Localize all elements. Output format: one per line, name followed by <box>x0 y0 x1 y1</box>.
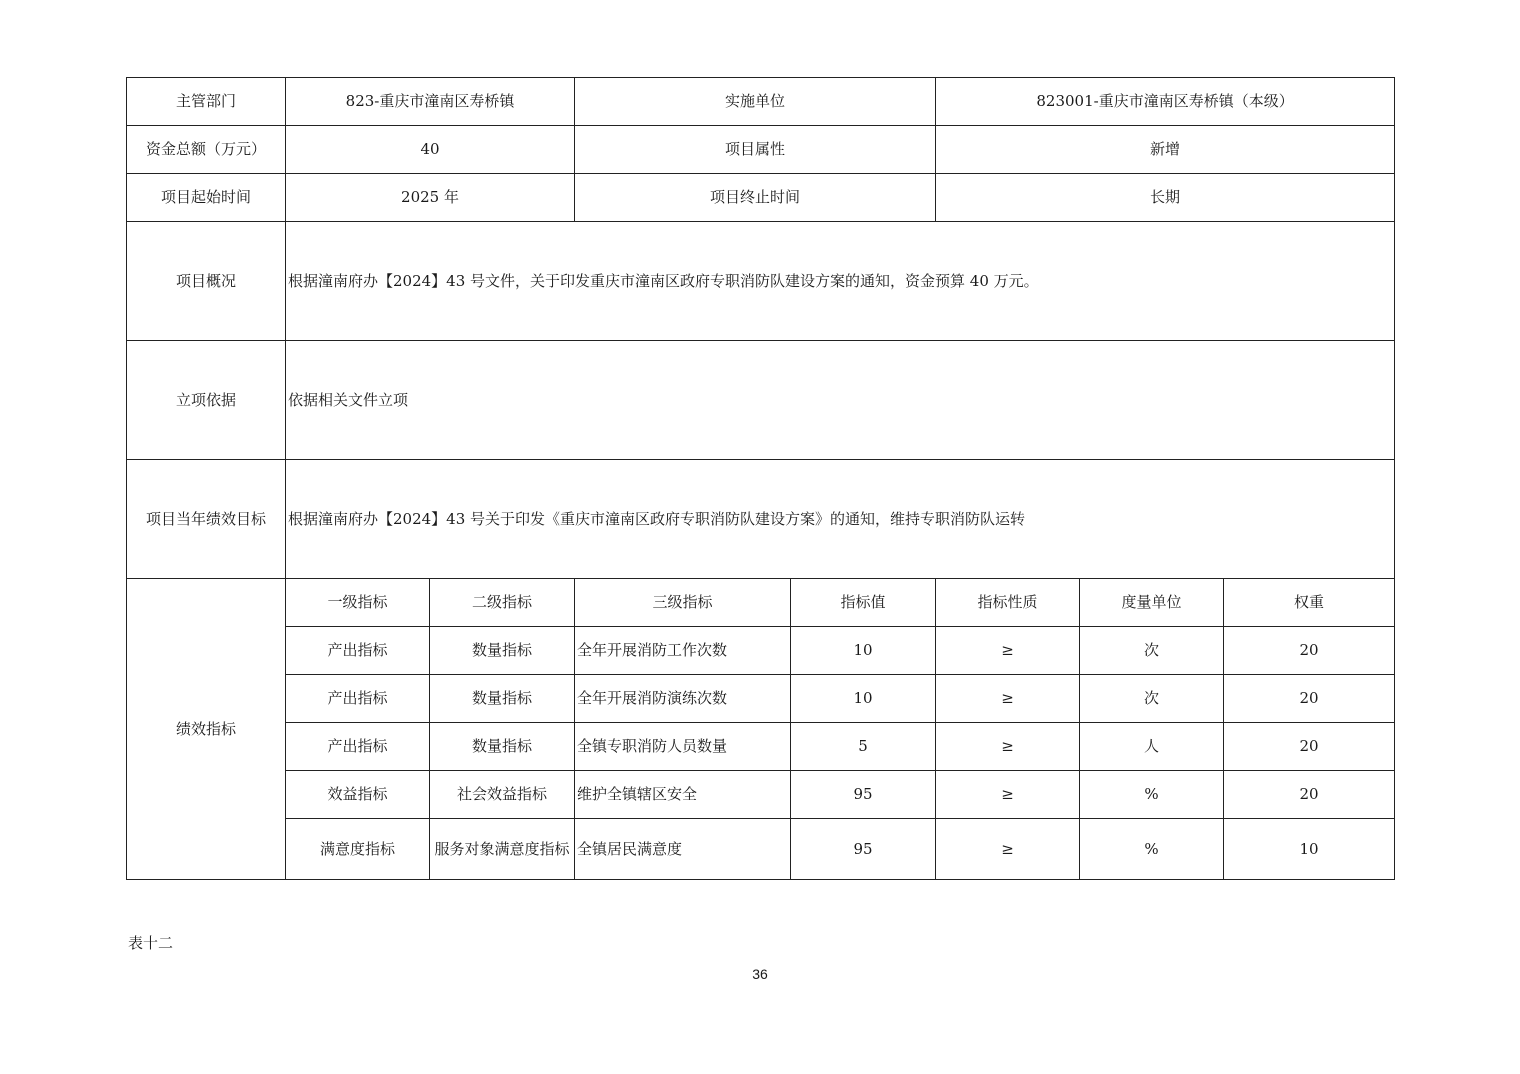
nature-cell: ≥ <box>936 819 1080 880</box>
fund-value: 40 <box>286 126 575 174</box>
table-row <box>127 675 1395 723</box>
nature-cell: ≥ <box>936 771 1080 819</box>
table-row <box>127 771 1395 819</box>
header-level1: 一级指标 <box>286 579 430 627</box>
level3-cell: 全年开展消防工作次数 <box>575 627 791 675</box>
header-nature: 指标性质 <box>936 579 1080 627</box>
weight-cell: 10 <box>1224 819 1395 880</box>
unit-cell: 次 <box>1080 627 1224 675</box>
header-level2: 二级指标 <box>430 579 575 627</box>
weight-cell: 20 <box>1224 675 1395 723</box>
overview-text: 根据潼南府办【2024】43 号文件，关于印发重庆市潼南区政府专职消防队建设方案的通知，资金预算 40 万元。 <box>286 222 1395 341</box>
start-label: 项目起始时间 <box>127 174 286 222</box>
dept-value: 823-重庆市潼南区寿桥镇 <box>286 78 575 126</box>
goal-text: 根据潼南府办【2024】43 号关于印发《重庆市潼南区政府专职消防队建设方案》的通知，维持专职消防队运转 <box>286 460 1395 579</box>
indicators-label: 绩效指标 <box>127 579 286 880</box>
row-goal <box>127 460 1395 579</box>
goal-label: 项目当年绩效目标 <box>127 460 286 579</box>
header-unit: 度量单位 <box>1080 579 1224 627</box>
end-value: 长期 <box>936 174 1395 222</box>
unit-cell: 次 <box>1080 675 1224 723</box>
unit-label: 实施单位 <box>575 78 936 126</box>
overview-label: 项目概况 <box>127 222 286 341</box>
level1-cell: 产出指标 <box>286 723 430 771</box>
page-number: 36 <box>752 966 768 982</box>
level1-cell: 效益指标 <box>286 771 430 819</box>
value-cell: 95 <box>791 819 936 880</box>
row-overview <box>127 222 1395 341</box>
header-value: 指标值 <box>791 579 936 627</box>
table-row <box>127 723 1395 771</box>
indicator-header-row <box>127 579 1395 627</box>
attr-label: 项目属性 <box>575 126 936 174</box>
level1-cell: 产出指标 <box>286 675 430 723</box>
value-cell: 5 <box>791 723 936 771</box>
value-cell: 10 <box>791 675 936 723</box>
header-level3: 三级指标 <box>575 579 791 627</box>
weight-cell: 20 <box>1224 627 1395 675</box>
row-fund <box>127 126 1395 174</box>
project-performance-table <box>126 77 1395 880</box>
end-label: 项目终止时间 <box>575 174 936 222</box>
unit-cell: % <box>1080 771 1224 819</box>
table-row <box>127 627 1395 675</box>
level1-cell: 产出指标 <box>286 627 430 675</box>
unit-cell: 人 <box>1080 723 1224 771</box>
start-value: 2025 年 <box>286 174 575 222</box>
level2-cell: 数量指标 <box>430 723 575 771</box>
level3-cell: 全镇专职消防人员数量 <box>575 723 791 771</box>
level1-cell: 满意度指标 <box>286 819 430 880</box>
value-cell: 95 <box>791 771 936 819</box>
table-row <box>127 819 1395 880</box>
fund-label: 资金总额（万元） <box>127 126 286 174</box>
attr-value: 新增 <box>936 126 1395 174</box>
row-dept <box>127 78 1395 126</box>
level2-cell: 数量指标 <box>430 627 575 675</box>
weight-cell: 20 <box>1224 723 1395 771</box>
row-time <box>127 174 1395 222</box>
unit-cell: % <box>1080 819 1224 880</box>
table-caption: 表十二 <box>128 934 174 952</box>
level2-cell: 社会效益指标 <box>430 771 575 819</box>
dept-label: 主管部门 <box>127 78 286 126</box>
value-cell: 10 <box>791 627 936 675</box>
basis-label: 立项依据 <box>127 341 286 460</box>
unit-value: 823001-重庆市潼南区寿桥镇（本级） <box>936 78 1395 126</box>
level3-cell: 全镇居民满意度 <box>575 819 791 880</box>
level3-cell: 维护全镇辖区安全 <box>575 771 791 819</box>
row-basis <box>127 341 1395 460</box>
nature-cell: ≥ <box>936 723 1080 771</box>
nature-cell: ≥ <box>936 675 1080 723</box>
weight-cell: 20 <box>1224 771 1395 819</box>
nature-cell: ≥ <box>936 627 1080 675</box>
header-weight: 权重 <box>1224 579 1395 627</box>
level2-cell: 数量指标 <box>430 675 575 723</box>
level3-cell: 全年开展消防演练次数 <box>575 675 791 723</box>
level2-cell: 服务对象满意度指标 <box>430 819 575 880</box>
basis-text: 依据相关文件立项 <box>286 341 1395 460</box>
